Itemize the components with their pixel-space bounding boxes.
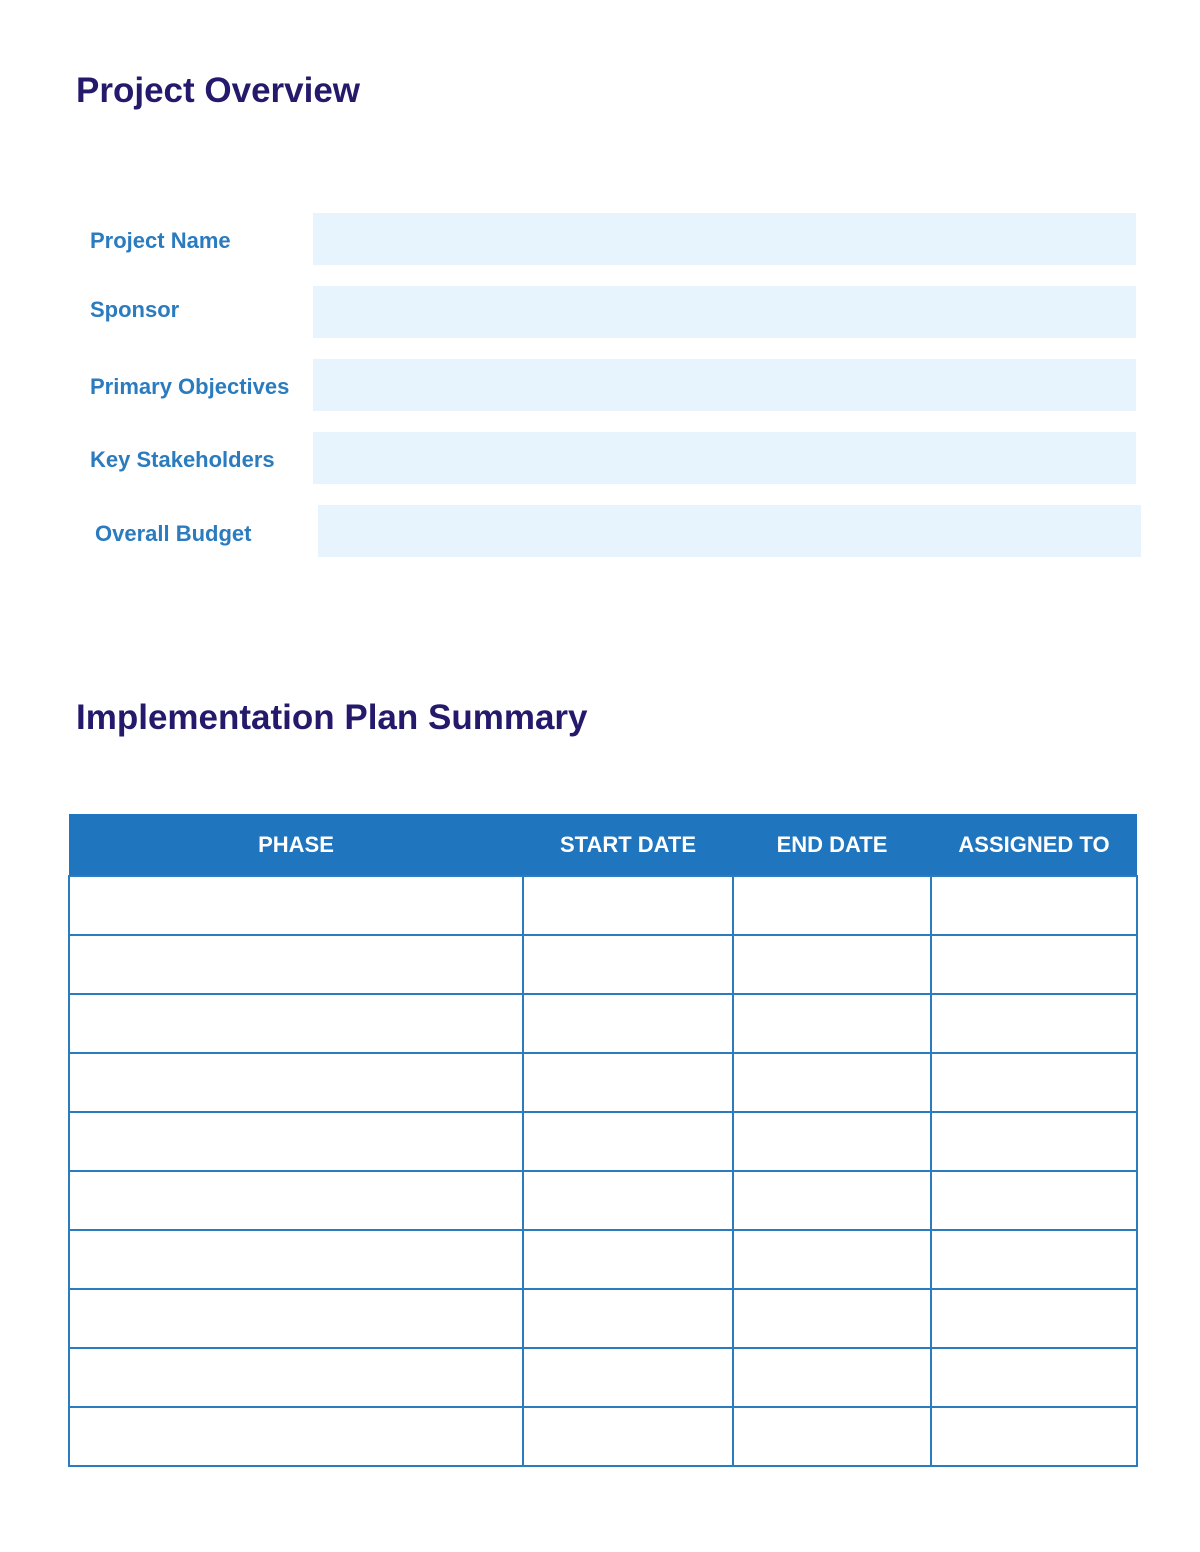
- start-date-cell[interactable]: [523, 1053, 733, 1112]
- key-stakeholders-label: Key Stakeholders: [90, 447, 275, 472]
- start-date-cell[interactable]: [523, 1407, 733, 1466]
- start-date-cell[interactable]: [523, 994, 733, 1053]
- column-header-end-date: END DATE: [733, 814, 931, 876]
- table-header-row: [69, 814, 1137, 876]
- overall-budget-label: Overall Budget: [95, 521, 252, 546]
- implementation-plan-title: Implementation Plan Summary: [76, 698, 588, 737]
- phase-cell[interactable]: [69, 1112, 523, 1171]
- column-header-assigned-to: ASSIGNED TO: [931, 814, 1137, 876]
- project-overview-title: Project Overview: [76, 71, 361, 110]
- start-date-cell[interactable]: [523, 1112, 733, 1171]
- start-date-cell[interactable]: [523, 935, 733, 994]
- assigned-to-cell[interactable]: [931, 876, 1137, 935]
- phase-cell[interactable]: [69, 994, 523, 1053]
- primary-objectives-field[interactable]: [313, 359, 1136, 411]
- phase-cell[interactable]: [69, 1171, 523, 1230]
- phase-cell[interactable]: [69, 1348, 523, 1407]
- table-row: [69, 935, 1137, 994]
- assigned-to-cell[interactable]: [931, 935, 1137, 994]
- primary-objectives-label: Primary Objectives: [90, 374, 290, 399]
- end-date-cell[interactable]: [733, 1230, 931, 1289]
- project-name-field[interactable]: [313, 213, 1136, 265]
- end-date-cell[interactable]: [733, 994, 931, 1053]
- implementation-plan-table: [68, 814, 1138, 1467]
- end-date-cell[interactable]: [733, 935, 931, 994]
- start-date-cell[interactable]: [523, 876, 733, 935]
- assigned-to-cell[interactable]: [931, 1112, 1137, 1171]
- end-date-cell[interactable]: [733, 1348, 931, 1407]
- table-row: [69, 1112, 1137, 1171]
- table-row: [69, 1230, 1137, 1289]
- start-date-cell[interactable]: [523, 1289, 733, 1348]
- phase-cell[interactable]: [69, 1230, 523, 1289]
- end-date-cell[interactable]: [733, 876, 931, 935]
- column-header-start-date: START DATE: [523, 814, 733, 876]
- end-date-cell[interactable]: [733, 1053, 931, 1112]
- table-row: [69, 876, 1137, 935]
- table-row: [69, 994, 1137, 1053]
- project-name-label: Project Name: [90, 228, 231, 253]
- table-body: [69, 876, 1137, 1466]
- table-row: [69, 1407, 1137, 1466]
- phase-cell[interactable]: [69, 935, 523, 994]
- table-row: [69, 1053, 1137, 1112]
- start-date-cell[interactable]: [523, 1348, 733, 1407]
- sponsor-label: Sponsor: [90, 297, 180, 322]
- assigned-to-cell[interactable]: [931, 1407, 1137, 1466]
- phase-cell[interactable]: [69, 1407, 523, 1466]
- start-date-cell[interactable]: [523, 1230, 733, 1289]
- sponsor-field[interactable]: [313, 286, 1136, 338]
- key-stakeholders-field[interactable]: [313, 432, 1136, 484]
- end-date-cell[interactable]: [733, 1112, 931, 1171]
- assigned-to-cell[interactable]: [931, 1289, 1137, 1348]
- end-date-cell[interactable]: [733, 1171, 931, 1230]
- assigned-to-cell[interactable]: [931, 1230, 1137, 1289]
- phase-cell[interactable]: [69, 1053, 523, 1112]
- table-row: [69, 1289, 1137, 1348]
- assigned-to-cell[interactable]: [931, 1348, 1137, 1407]
- table-row: [69, 1171, 1137, 1230]
- end-date-cell[interactable]: [733, 1289, 931, 1348]
- end-date-cell[interactable]: [733, 1407, 931, 1466]
- assigned-to-cell[interactable]: [931, 1171, 1137, 1230]
- table-row: [69, 1348, 1137, 1407]
- phase-cell[interactable]: [69, 1289, 523, 1348]
- start-date-cell[interactable]: [523, 1171, 733, 1230]
- phase-cell[interactable]: [69, 876, 523, 935]
- overall-budget-field[interactable]: [318, 505, 1141, 557]
- column-header-phase: PHASE: [69, 814, 523, 876]
- assigned-to-cell[interactable]: [931, 1053, 1137, 1112]
- assigned-to-cell[interactable]: [931, 994, 1137, 1053]
